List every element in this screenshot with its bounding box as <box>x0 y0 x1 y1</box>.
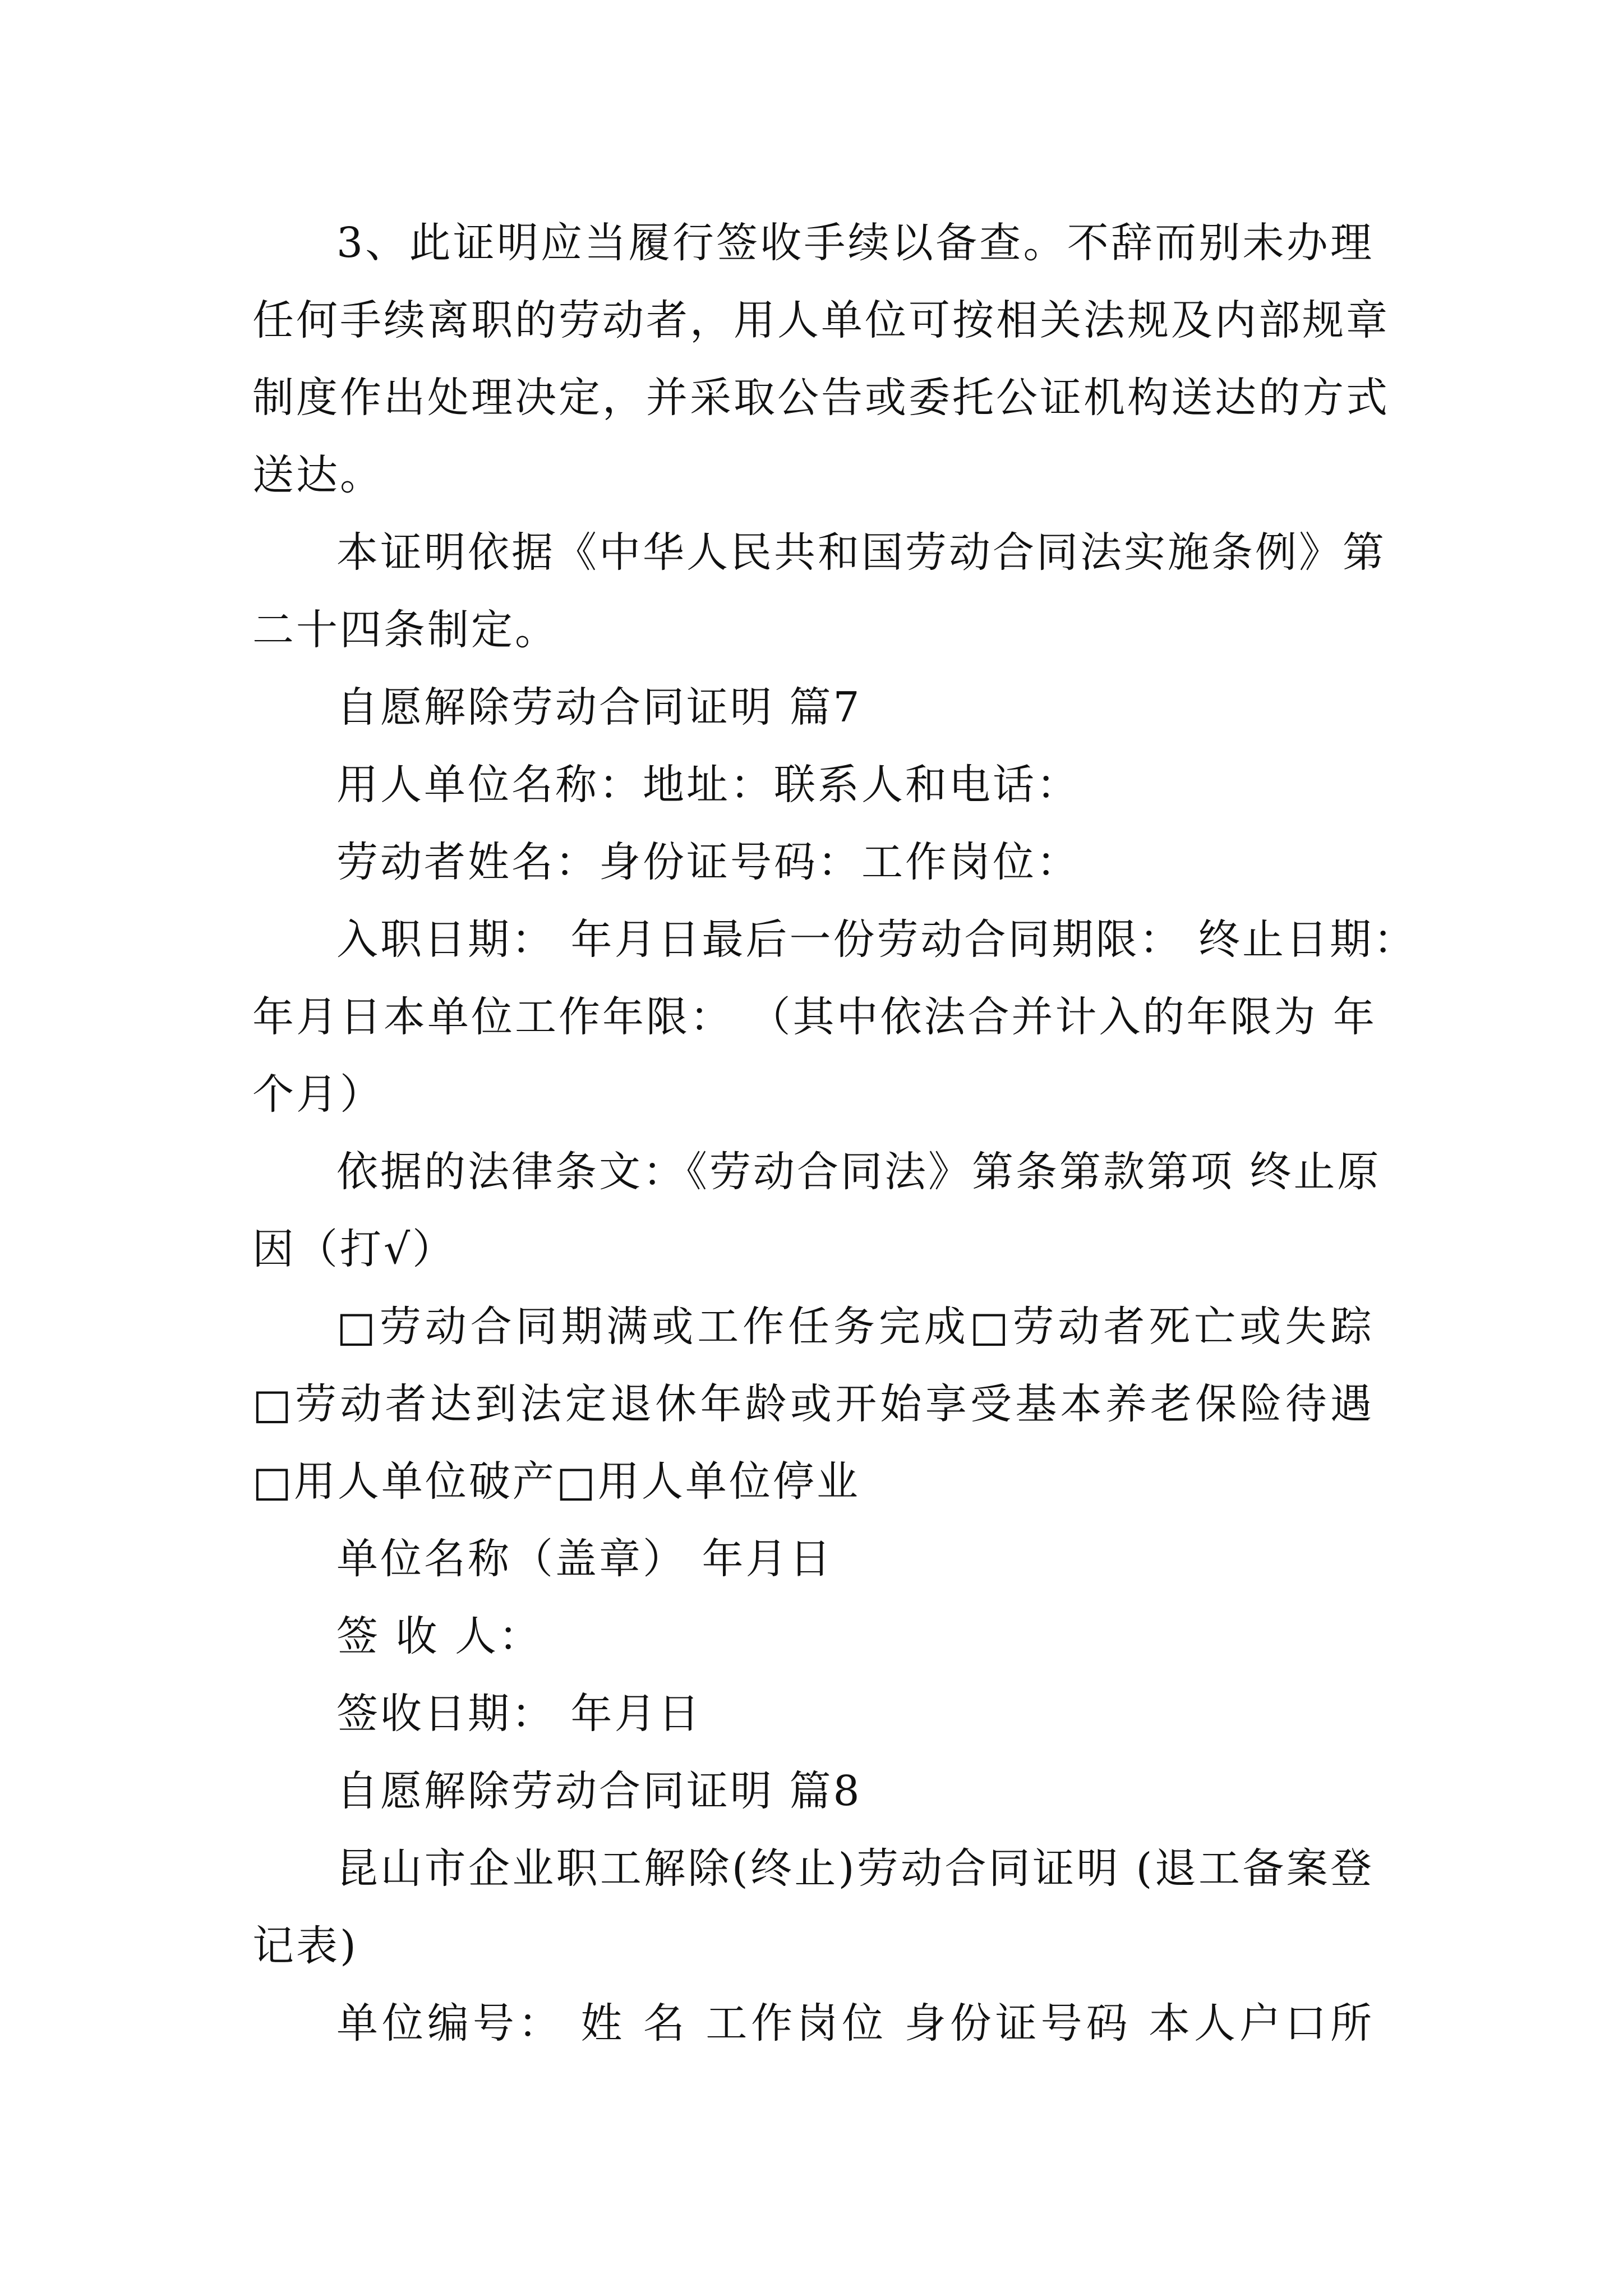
paragraph-line: 年月日本单位工作年限： （其中依法合并计入的年限为 年 <box>252 993 1377 1041</box>
paragraph-line: 依据的法律条文：《劳动合同法》第条第款第项 终止原 <box>336 1148 1381 1196</box>
paragraph-line: 签 收 人： <box>336 1612 543 1660</box>
paragraph-line: 签收日期： 年月日 <box>336 1690 702 1738</box>
paragraph-line: 昆山市企业职工解除(终止)劳动合同证明 (退工备案登 <box>336 1844 1374 1893</box>
paragraph-line: 个月） <box>252 1070 384 1119</box>
paragraph-line: 入职日期： 年月日最后一份劳动合同期限： 终止日期： <box>336 915 1418 964</box>
paragraph-line: 单位编号： 姓 名 工作岗位 身份证号码 本人户口所 <box>336 1999 1374 2047</box>
paragraph-line: 制度作出处理决定，并采取公告或委托公证机构送达的方式 <box>252 374 1390 422</box>
paragraph-line: 3、此证明应当履行签收手续以备查。不辞而别未办理 <box>336 219 1374 267</box>
paragraph-line: 任何手续离职的劳动者，用人单位可按相关法规及内部规章 <box>252 296 1390 344</box>
section-heading: 自愿解除劳动合同证明 篇8 <box>336 1767 862 1815</box>
paragraph-line: 记表) <box>252 1922 358 1970</box>
checkbox-option-line: □用人单位破产□用人单位停业 <box>252 1457 860 1506</box>
paragraph-line: 送达。 <box>252 451 384 499</box>
paragraph-line: 单位名称（盖章） 年月日 <box>336 1535 833 1583</box>
section-heading: 自愿解除劳动合同证明 篇7 <box>336 683 862 731</box>
checkbox-option-line: □劳动者达到法定退休年龄或开始享受基本养老保险待遇 <box>252 1380 1374 1428</box>
paragraph-line: 用人单位名称：地址：联系人和电话： <box>336 761 1080 809</box>
paragraph-line: 劳动者姓名：身份证号码：工作岗位： <box>336 838 1080 886</box>
paragraph-line: 二十四条制定。 <box>252 606 559 654</box>
checkbox-option-line: □劳动合同期满或工作任务完成□劳动者死亡或失踪 <box>336 1303 1374 1351</box>
paragraph-line: 本证明依据《中华人民共和国劳动合同法实施条例》第 <box>336 528 1386 577</box>
paragraph-line: 因（打√） <box>252 1225 457 1273</box>
